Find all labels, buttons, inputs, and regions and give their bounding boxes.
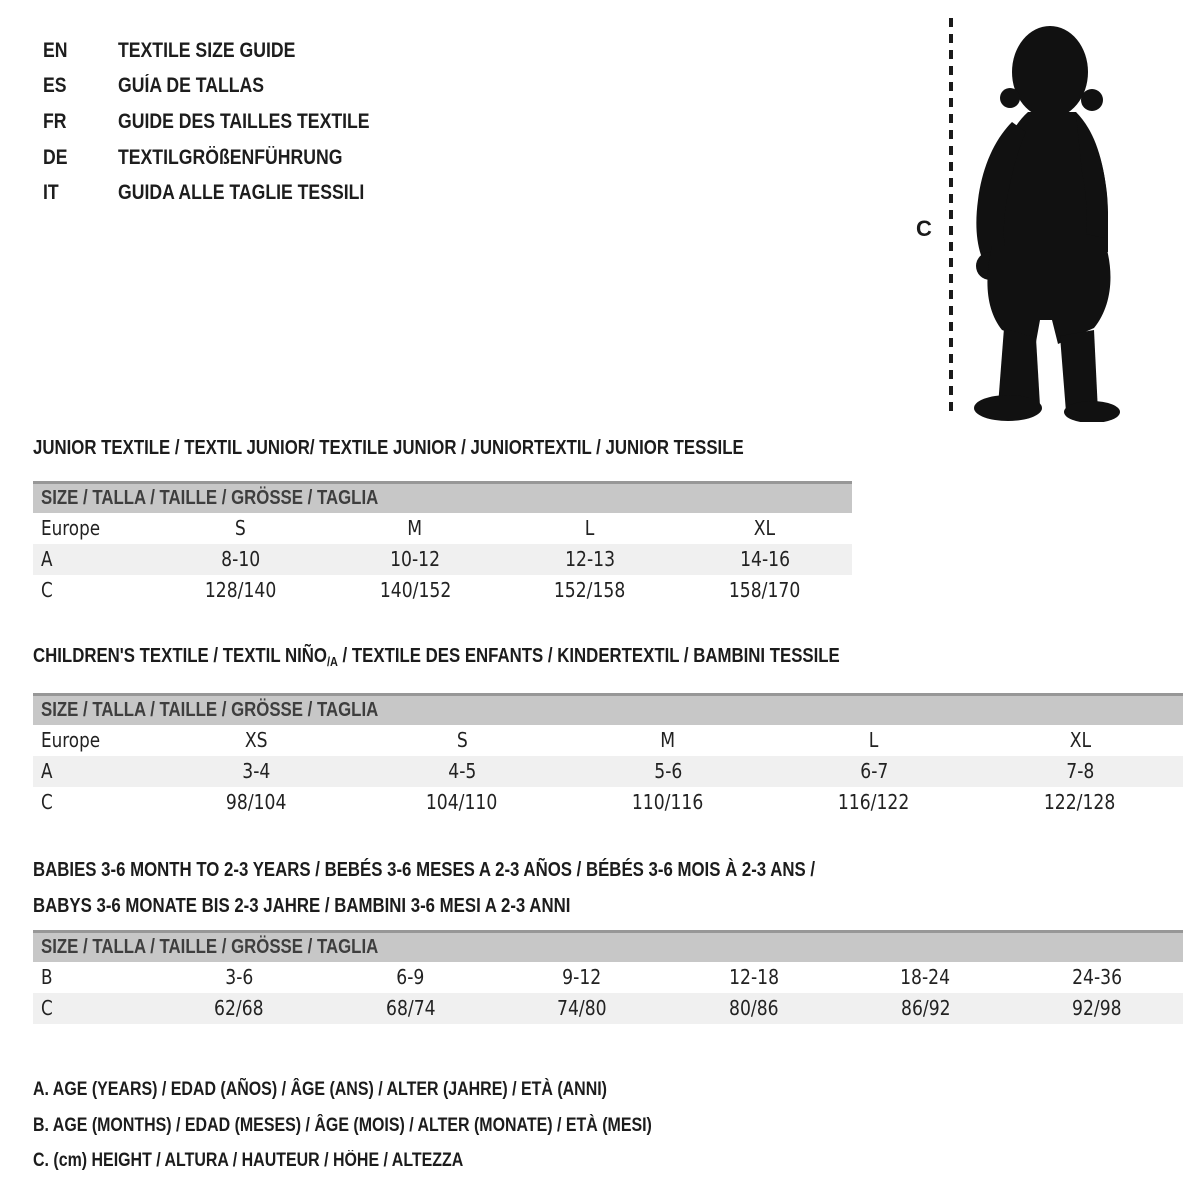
cell: 110/116 [632,790,704,814]
cell: M [660,728,676,752]
cell: S [234,516,246,540]
cell: 7-8 [1065,759,1095,783]
childrens-size-table [33,693,1183,818]
section-childrens-textile [33,645,1183,818]
row-label: Europe [41,516,101,540]
title-post: / TEXTILE DES ENFANTS / KINDERTEXTIL / BAMBINI TESSILE [337,645,840,667]
cell: 152/158 [554,578,626,602]
cell: 74/80 [557,996,607,1020]
table-row [33,756,1183,787]
title-subscript: /A [326,654,338,669]
row-label: Europe [41,728,101,752]
section-title-childrens [33,645,1183,667]
legend [33,1072,770,1179]
cell: 158/170 [728,578,801,602]
table-row [33,544,852,575]
language-code: EN [43,38,68,62]
language-row [43,33,417,69]
table-row [33,993,1183,1024]
toddler-silhouette-shape [974,26,1120,422]
language-row [43,175,417,211]
language-row [43,69,417,105]
junior-size-table [33,481,852,606]
cell: M [407,516,423,540]
cell: 86/92 [900,996,951,1020]
cell: L [585,516,595,540]
cell: L [869,728,879,752]
row-label: C [41,578,53,602]
cell: XL [1069,728,1091,752]
row-label: A [41,547,53,571]
legend-line-age-months [33,1108,770,1144]
section-babies-textile [33,852,1183,1024]
section-title-babies-line2: BABYS 3-6 MONATE BIS 2-3 JAHRE / BAMBINI 3-6 MESI A 2-3 ANNI [33,895,571,917]
section-title-babies-line1: BABIES 3-6 MONTH TO 2-3 YEARS / BEBÉS 3-6 MESES A 2-3 AÑOS / BÉBÉS 3-6 MOIS À 2-3 ANS / [33,859,816,881]
section-title-childrens-text [33,645,840,673]
cell: 14-16 [739,547,790,571]
language-list [43,33,417,211]
cell: 122/128 [1044,790,1116,814]
size-header-bar [33,930,1183,962]
language-title: GUÍA DE TALLAS [118,74,265,98]
cell: 4-5 [447,759,477,783]
cell: 116/122 [838,790,910,814]
cell: 98/104 [225,790,287,814]
cell: 5-6 [653,759,683,783]
figure-dimension-label: C [916,216,932,241]
cell: 62/68 [214,996,264,1020]
size-header-label: SIZE / TALLA / TAILLE / GRÖSSE / TAGLIA [41,699,379,721]
language-code: DE [43,145,68,169]
table-row [33,575,852,606]
section-title-junior-text: JUNIOR TEXTILE / TEXTIL JUNIOR/ TEXTILE JUNIOR / JUNIORTEXTIL / JUNIOR TESSILE [33,437,744,459]
cell: 12-13 [564,547,615,571]
section-title-junior [33,437,852,459]
cell: 6-9 [396,965,425,989]
legend-line-age-months-text: B. AGE (MONTHS) / EDAD (MESES) / ÂGE (MOIS) / ALTER (MONATE) / ETÀ (MESI) [33,1114,652,1136]
language-code: FR [43,109,67,133]
row-label: C [41,790,53,814]
height-figure [908,14,1148,426]
cell: 104/110 [426,790,498,814]
cell: 8-10 [220,547,260,571]
table-row [33,725,1183,756]
language-title: GUIDE DES TAILLES TEXTILE [118,109,370,133]
legend-line-age-years-text: A. AGE (YEARS) / EDAD (AÑOS) / ÂGE (ANS) / ALTER (JAHRE) / ETÀ (ANNI) [33,1079,607,1100]
size-header-label: SIZE / TALLA / TAILLE / GRÖSSE / TAGLIA [41,936,379,958]
cell: XS [244,728,268,752]
size-header-bar [33,693,1183,725]
row-label: A [41,759,53,783]
cell: 18-24 [900,965,951,989]
cell: 80/86 [729,996,779,1020]
language-title: TEXTILE SIZE GUIDE [118,38,296,62]
toddler-silhouette [946,14,1138,422]
cell: 3-6 [224,965,253,989]
babies-size-table [33,930,1183,1024]
language-code: ES [43,74,67,98]
language-title: GUIDA ALLE TAGLIE TESSILI [118,181,365,205]
row-label: B [41,965,53,989]
language-row [43,104,417,140]
title-pre: CHILDREN'S TEXTILE / TEXTIL NIÑO [33,645,327,667]
cell: 24-36 [1072,965,1123,989]
legend-line-height-cm-text: C. (cm) HEIGHT / ALTURA / HAUTEUR / HÖHE / ALTEZZA [33,1150,464,1171]
section-junior-textile [33,437,852,606]
section-title-babies [33,852,1183,924]
size-header-label: SIZE / TALLA / TAILLE / GRÖSSE / TAGLIA [41,487,379,509]
cell: 10-12 [390,547,441,571]
cell: 140/152 [379,578,451,602]
language-code: IT [43,181,59,205]
cell: 92/98 [1072,996,1122,1020]
row-label: C [41,996,53,1020]
cell: 128/140 [204,578,277,602]
table-row [33,962,1183,993]
cell: 68/74 [385,996,436,1020]
language-row [43,140,417,176]
legend-line-height-cm [33,1143,770,1179]
cell: S [456,728,468,752]
table-row [33,787,1183,818]
cell: 3-4 [241,759,271,783]
cell: XL [753,516,776,540]
cell: 9-12 [562,965,602,989]
cell: 12-18 [728,965,779,989]
table-row [33,513,852,544]
legend-line-age-years [33,1072,770,1108]
size-header-bar [33,481,852,513]
language-title: TEXTILGRÖßENFÜHRUNG [118,145,343,169]
cell: 6-7 [859,759,889,783]
